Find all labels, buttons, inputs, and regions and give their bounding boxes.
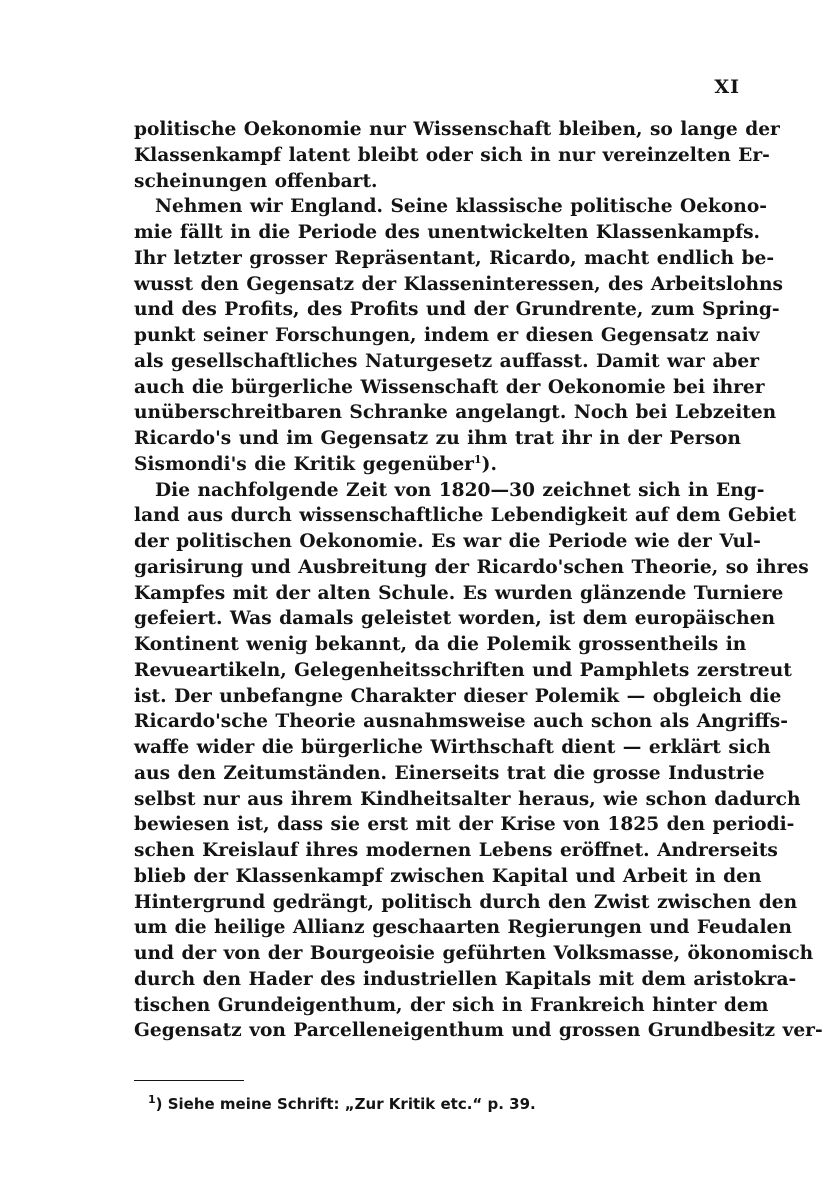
text-line: als gesellschaftliches Naturgesetz auffasst. Damit war aber	[134, 350, 760, 372]
text-line: blieb der Klassenkampf zwischen Kapital und Arbeit in den	[134, 865, 762, 887]
text-line: gefeiert. Was damals geleistet worden, ist dem europäischen	[134, 608, 776, 630]
paragraph	[134, 478, 823, 1045]
text-line: Ihr letzter grosser Repräsentant, Ricardo, macht endlich be-	[134, 247, 775, 269]
text-line	[134, 452, 740, 478]
text-line: aus den Zeitumständen. Einerseits trat die grosse Industrie	[134, 762, 765, 784]
text-line-tail: ).	[481, 453, 497, 475]
text-line: Ricardo'sche Theorie ausnahmsweise auch schon als Angriffs-	[134, 711, 788, 733]
text-line: selbst nur aus ihrem Kindheitsalter heraus, wie schon dadurch	[134, 788, 801, 810]
footnote-ref: 1	[473, 452, 482, 466]
text-line: Gegensatz von Parcelleneigenthum und grossen Grundbesitz ver-	[134, 1020, 823, 1042]
text-line: Ricardo's und im Gegensatz zu ihm trat ihr in der Person	[134, 428, 741, 449]
text-line: der politischen Oekonomie. Es war die Periode wie der Vul-	[134, 531, 761, 552]
text-line: um die heilige Allianz geschaarten Regierungen und Feudalen	[134, 917, 792, 939]
text-line: Klassenkampf latent bleibt oder sich in nur vereinzelten Er-	[134, 144, 770, 166]
paragraph	[134, 194, 783, 477]
footnote-divider	[134, 1080, 244, 1081]
text-line: und des Profits, des Profits und der Grundrente, zum Spring-	[134, 299, 780, 321]
page-number: XI	[714, 76, 740, 98]
footnote-marker: 1	[148, 1093, 156, 1106]
text-line: unüberschreitbaren Schranke angelangt. Noch bei Lebzeiten	[134, 402, 777, 424]
text-line: auch die bürgerliche Wissenschaft der Oekonomie bei ihrer	[134, 376, 765, 398]
text-line: bewiesen ist, dass sie erst mit der Krise von 1825 den periodi-	[134, 814, 795, 836]
text-line: Hintergrund gedrängt, politisch durch den Zwist zwischen den	[134, 891, 798, 913]
body-text	[134, 117, 823, 1044]
text-line: mie fällt in die Periode des unentwickelten Klassenkampfs.	[134, 222, 761, 243]
text-line: scheinungen offenbart.	[134, 170, 378, 192]
text-line: land aus durch wissenschaftliche Lebendigkeit auf dem Gebiet	[134, 505, 797, 527]
footnote-text: ) Siehe meine Schrift: „Zur Kritik etc.“ p. 39.	[155, 1095, 536, 1113]
footnote	[148, 1095, 536, 1113]
text-line: waffe wider die bürgerliche Wirthschaft dient — erklärt sich	[134, 737, 771, 758]
text-line: politische Oekonomie nur Wissenschaft bleiben, so lange der	[134, 119, 780, 140]
text-line: und der von der Bourgeoisie geführten Volksmasse, ökonomisch	[134, 943, 814, 964]
text-line: Revueartikeln, Gelegenheitsschriften und Pamphlets zerstreut	[134, 659, 792, 681]
text-line: tischen Grundeigenthum, der sich in Frankreich hinter dem	[134, 994, 769, 1016]
text-line: punkt seiner Forschungen, indem er diesen Gegensatz naiv	[134, 325, 760, 346]
text-line: Kontinent wenig bekannt, da die Polemik grossentheils in	[134, 634, 747, 655]
text-line: durch den Hader des industriellen Kapitals mit dem aristokra-	[134, 968, 797, 990]
text-line: garisirung und Ausbreitung der Ricardo'schen Theorie, so ihres	[134, 556, 809, 578]
text-line-content: Sismondi's die Kritik gegenüber	[134, 453, 474, 475]
text-line: Kampfes mit der alten Schule. Es wurden glänzende Turniere	[134, 582, 784, 604]
text-line: ist. Der unbefangne Charakter dieser Polemik — obgleich die	[134, 685, 782, 707]
text-line: wusst den Gegensatz der Klasseninteressen, des Arbeitslohns	[134, 273, 783, 295]
text-line: schen Kreislauf ihres modernen Lebens eröffnet. Andrerseits	[134, 840, 778, 861]
paragraph	[134, 117, 780, 194]
text-line: Nehmen wir England. Seine klassische politische Oekono-	[155, 196, 767, 218]
text-line: Die nachfolgende Zeit von 1820—30 zeichnet sich in Eng-	[155, 479, 765, 501]
